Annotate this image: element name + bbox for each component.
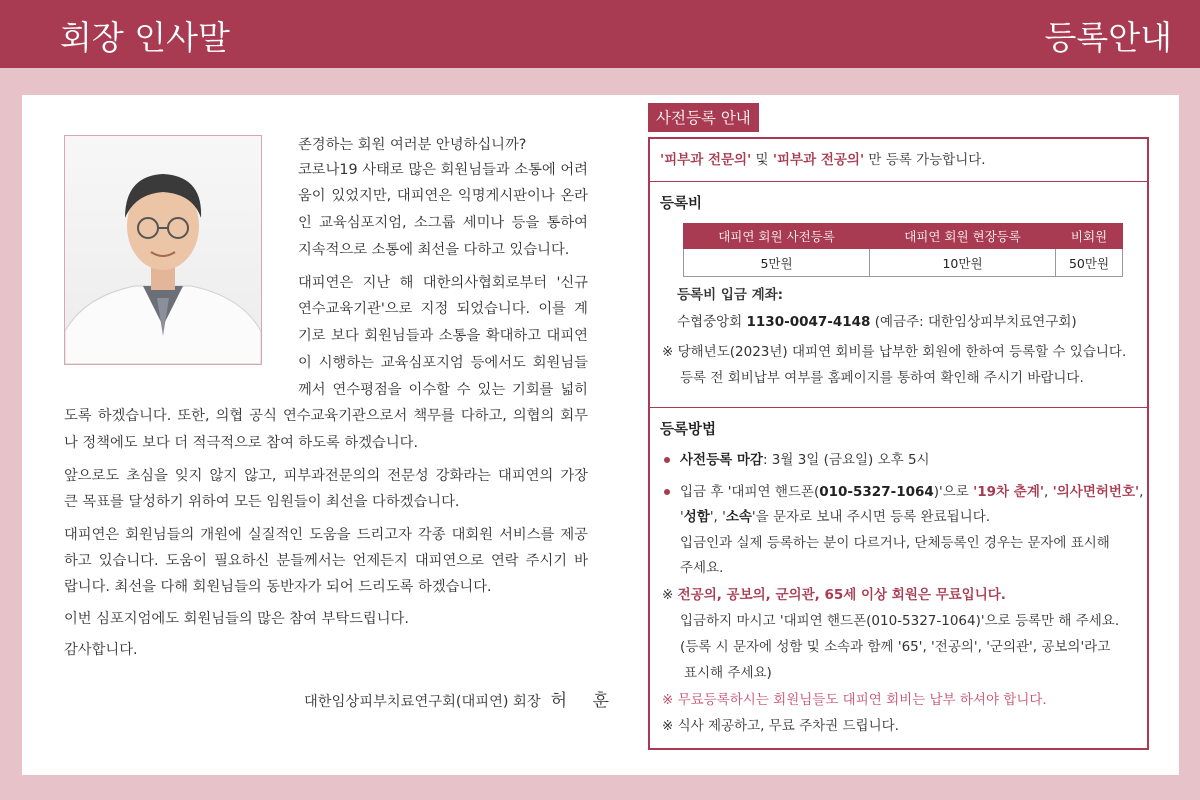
free-note-3: 표시해 주세요) [684, 665, 772, 681]
fee-table-row [684, 249, 1123, 277]
meal-notice: ※ 식사 제공하고, 무료 주차권 드립니다. [662, 718, 899, 734]
greeting-line-10: 께서 연수평점을 이수할 수 있는 기회를 넓히 [298, 382, 588, 398]
signature-name: 허 훈 [550, 691, 619, 711]
bullet-icon [664, 489, 670, 495]
greeting-line-3: 움이 있었지만, 대피연은 익명게시판이나 온라 [298, 188, 588, 204]
step-keyword-affiliation: 소속 [725, 509, 752, 525]
eligibility-resident: '피부과 전공의' [772, 152, 865, 168]
divider-1 [650, 181, 1147, 182]
step-sep-1: , [1044, 484, 1049, 500]
president-photo [64, 135, 262, 365]
greeting-line-17: 랍니다. 최선을 다해 회원님들의 동반자가 되어 드리도록 하겠습니다. [64, 579, 492, 595]
deadline-label: 사전등록 마감 [680, 452, 763, 468]
deadline-text: : 3월 3일 (금요일) 오후 5시 [762, 452, 930, 468]
step-keyword-name: 성함 [683, 509, 710, 525]
free-mark: ※ [662, 587, 674, 603]
greeting-line-4: 인 교육심포지엄, 소그룹 세미나 등을 통하여 [298, 215, 588, 231]
fee-note-1: ※ 당해년도(2023년) 대피연 회비를 납부한 회원에 한하여 등록할 수 있습니다. [662, 344, 1127, 360]
greeting-line-11: 도록 하겠습니다. 또한, 의협 공식 연수교육기관으로서 책무를 다하고, 의협의 회무 [64, 408, 588, 424]
step-text-c: '을 문자로 보내 주시면 등록 완료됩니다. [751, 509, 991, 525]
eligibility-end: 만 등록 가능합니다. [868, 152, 986, 168]
fee-col-member-onsite: 대피연 회원 현장등록 [870, 224, 1056, 249]
eligibility-specialist: '피부과 전문의' [660, 152, 752, 168]
step-note-1: 입금인과 실제 등록하는 분이 다르거나, 단체등록인 경우는 문자에 표시해 [680, 535, 1110, 551]
step-keyword-spring: '19차 춘계' [973, 484, 1045, 500]
greeting-line-12: 나 정책에도 보다 더 적극적으로 참여 하도록 하겠습니다. [64, 435, 419, 451]
greeting-line-9: 이 시행하는 교육심포지엄 등에서도 회원님들 [298, 355, 588, 371]
fee-note-2: 등록 전 회비납부 여부를 홈페이지를 통하여 확인해 주시기 바랍니다. [680, 370, 1084, 386]
greeting-line-13: 앞으로도 초심을 잊지 않지 않고, 피부과전문의의 전문성 강화라는 대피연의 가장 [64, 468, 588, 484]
greeting-line-5: 지속적으로 소통에 최선을 다하고 있습니다. [298, 242, 570, 258]
bullet-icon [664, 457, 670, 463]
fee-member-pre: 5만원 [684, 249, 870, 277]
signature-org: 대한임상피부치료연구회(대피연) 회장 [304, 694, 541, 710]
step-text-b: )'으로 [933, 484, 969, 500]
account-holder: (예금주: 대한임상피부치료연구회) [874, 314, 1077, 330]
fee-heading: 등록비 [660, 196, 703, 212]
step-phone: 010-5327-1064 [819, 484, 934, 500]
greeting-line-7: 연수교육기관'으로 지정 되었습니다. 이를 계 [298, 301, 588, 317]
signature [304, 686, 619, 711]
free-line [662, 585, 1006, 605]
greeting-title: 회장 인사말 [60, 18, 230, 57]
header-bar [0, 0, 1200, 68]
method-heading: 등록방법 [660, 422, 717, 438]
free-text: 전공의, 공보의, 군의관, 65세 이상 회원은 무료입니다. [677, 587, 1006, 603]
president-portrait-icon [65, 136, 261, 364]
step-text-a: 입금 후 '대피연 핸드폰( [680, 484, 820, 500]
fee-table [683, 223, 1123, 277]
free-note-1: 입금하지 마시고 '대피연 핸드폰(010-5327-1064)'으로 등록만 해 주세요. [680, 613, 1120, 629]
greeting-line-2: 코로나19 사태로 많은 회원님들과 소통에 어려 [298, 162, 588, 178]
free-note-2: (등록 시 문자에 성함 및 소속과 함께 '65', '전공의', '군의관', 공보의'라고 [680, 639, 1111, 655]
fee-col-nonmember: 비회원 [1056, 224, 1123, 249]
greeting-line-15: 대피연은 회원님들의 개원에 실질적인 도움을 드리고자 각종 대회원 서비스를 제공 [64, 527, 588, 543]
account-number: 1130-0047-4148 [746, 314, 871, 330]
deadline-line [680, 450, 930, 470]
greeting-line-16: 하고 있습니다. 도움이 필요하신 분들께서는 언제든지 대피연으로 연락 주시기 바 [64, 553, 588, 569]
pre-registration-badge: 사전등록 안내 [648, 103, 759, 132]
eligibility-and: 및 [755, 152, 769, 168]
step-line-1 [680, 482, 1143, 502]
fee-nonmember: 50만원 [1056, 249, 1123, 277]
greeting-line-1: 존경하는 회원 여러분 안녕하십니까? [298, 137, 527, 153]
account-bank: 수협중앙회 [677, 314, 743, 330]
greeting-line-14: 큰 목표를 달성하기 위하여 모든 임원들이 최선을 다하겠습니다. [64, 494, 460, 510]
step-line-2: '성함', '소속'을 문자로 보내 주시면 등록 완료됩니다. [680, 509, 991, 525]
fee-table-header [684, 224, 1123, 249]
registration-title: 등록안내 [1044, 18, 1172, 57]
fee-col-member-pre: 대피연 회원 사전등록 [684, 224, 870, 249]
fee-member-onsite: 10만원 [870, 249, 1056, 277]
step-keyword-license: '의사면허번호' [1052, 484, 1140, 500]
account-label: 등록비 입금 계좌: [677, 287, 784, 303]
greeting-line-8: 기로 보다 회원님들과 소통을 확대하고 대피연 [298, 328, 588, 344]
greeting-line-18: 이번 심포지엄에도 회원님들의 많은 참여 부탁드립니다. [64, 611, 409, 627]
greeting-line-19: 감사합니다. [64, 642, 138, 658]
eligibility-line [660, 150, 986, 170]
step-sep-2: , [1139, 484, 1144, 500]
divider-2 [650, 407, 1147, 408]
greeting-line-6: 대피연은 지난 해 대한의사협회로부터 '신규 [298, 275, 588, 291]
account-line [677, 312, 1077, 332]
fee-notice: ※ 무료등록하시는 회원님들도 대피연 회비는 납부 하셔야 합니다. [662, 692, 1047, 708]
step-note-2: 주세요. [680, 560, 724, 576]
